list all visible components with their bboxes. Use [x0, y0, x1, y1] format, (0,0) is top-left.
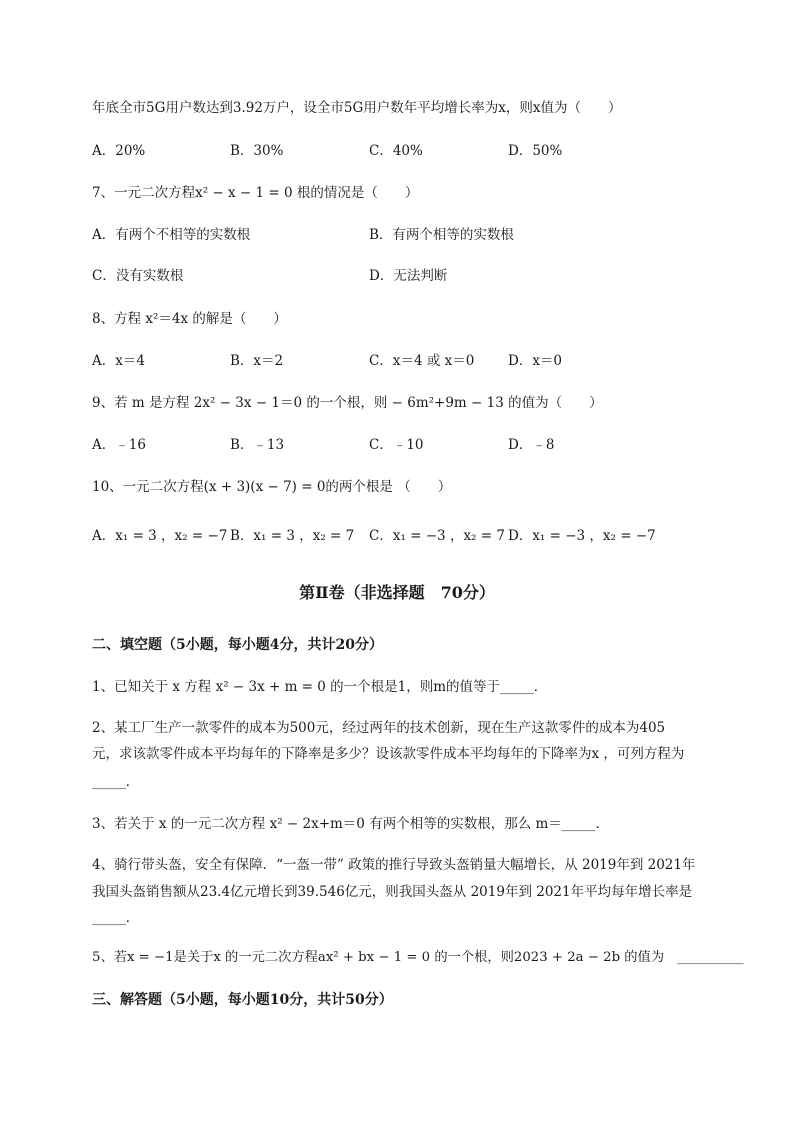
fill-question-2-line-1: 2、某工厂生产一款零件的成本为500元，经过两年的技术创新，现在生产这款零件的成本为405	[92, 720, 666, 736]
q10-option-d: D．x₁ = −3 ，x₂ = −7	[508, 528, 656, 544]
q7-option-b: B．有两个相等的实数根	[369, 227, 514, 243]
q6-option-b: B．30%	[230, 143, 284, 159]
fill-question-2-line-3: _____．	[92, 774, 140, 790]
question-9-stem: 9、若 m 是方程 2x² − 3x − 1＝0 的一个根，则 − 6m²+9m − 13 的值为（ ）	[92, 395, 603, 411]
q7-option-d: D．无法判断	[369, 268, 448, 284]
fill-question-2-line-2: 元，求该款零件成本平均每年的下降率是多少？设该款零件成本平均每年的下降率为x ，可列方程为	[92, 746, 685, 762]
q9-option-b: B．﹣13	[230, 437, 285, 453]
q9-option-c: C．﹣10	[369, 437, 424, 453]
q6-option-c: C．40%	[369, 143, 423, 159]
question-7-stem: 7、一元二次方程x² − x − 1 = 0 根的情况是（ ）	[92, 185, 419, 201]
q9-option-d: D．﹣8	[508, 437, 555, 453]
question-6-tail: 年底全市5G用户数达到3.92万户，设全市5G用户数年平均增长率为x，则x值为（ ）	[92, 100, 622, 116]
q10-option-c: C．x₁ = −3 ，x₂ = 7	[369, 528, 505, 544]
q7-option-c: C．没有实数根	[92, 268, 184, 284]
fill-question-3: 3、若关于 x 的一元二次方程 x² − 2x+m＝0 有两个相等的实数根，那么 m＝_____．	[92, 816, 610, 832]
question-10-stem: 10、一元二次方程(x + 3)(x − 7) = 0的两个根是 （ ）	[92, 479, 452, 495]
part-2-title: 第Ⅱ卷（非选择题 70分）	[299, 583, 495, 602]
section-3-heading: 三、解答题（5小题，每小题10分，共计50分）	[92, 992, 393, 1008]
fill-question-5: 5、若x = −1是关于x 的一元二次方程ax² + bx − 1 = 0 的一个根，则2023 + 2a − 2b 的值为 __________	[92, 950, 744, 965]
q8-option-c: C．x＝4 或 x＝0	[369, 353, 475, 369]
q8-option-b: B．x＝2	[230, 353, 284, 369]
q10-option-b: B．x₁ = 3 ，x₂ = 7	[230, 528, 355, 544]
fill-question-4-line-3: _____．	[92, 910, 140, 926]
q8-option-d: D．x＝0	[508, 353, 563, 369]
q9-option-a: A．﹣16	[92, 437, 146, 453]
fill-question-1: 1、已知关于 x 方程 x² − 3x + m = 0 的一个根是1，则m的值等于_____．	[92, 679, 548, 695]
fill-question-4-line-1: 4、骑行带头盔，安全有保障．“一盔一带” 政策的推行导致头盔销量大幅增长，从 2019年到 2021年	[92, 857, 696, 873]
q10-option-a: A．x₁ = 3 ，x₂ = −7	[92, 528, 228, 544]
q8-option-a: A．x＝4	[92, 353, 145, 369]
q6-option-d: D．50%	[508, 143, 563, 159]
question-8-stem: 8、方程 x²＝4x 的解是（ ）	[92, 311, 287, 327]
q7-option-a: A．有两个不相等的实数根	[92, 227, 251, 243]
q6-option-a: A．20%	[92, 143, 146, 159]
section-2-heading: 二、填空题（5小题，每小题4分，共计20分）	[92, 637, 383, 653]
fill-question-4-line-2: 我国头盔销售额从23.4亿元增长到39.546亿元，则我国头盔从 2019年到 2021年平均每年增长率是	[92, 884, 693, 900]
